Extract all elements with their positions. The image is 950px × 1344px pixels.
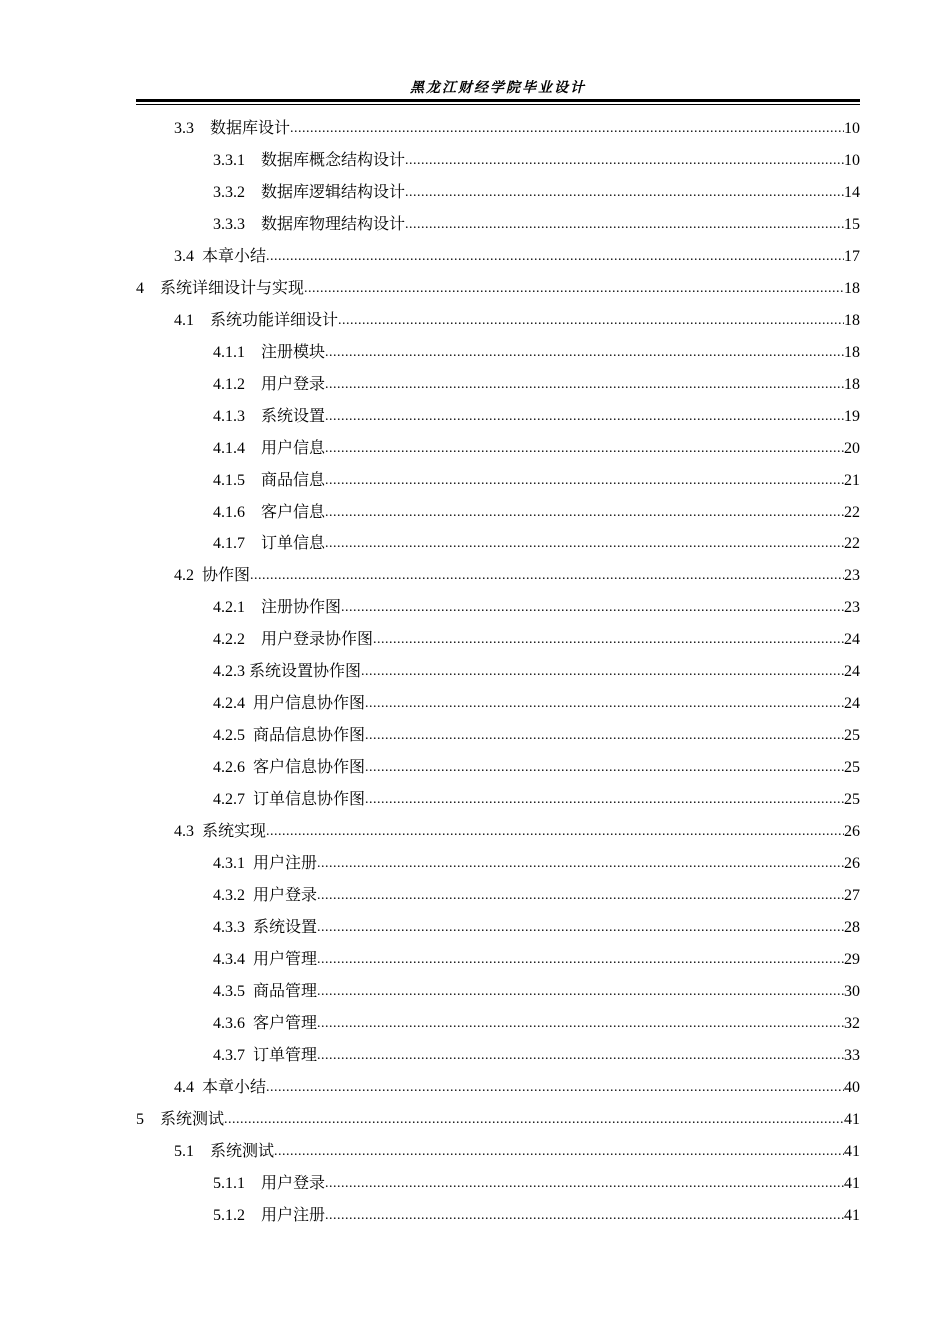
toc-entry[interactable] (213, 1202, 860, 1226)
toc-entry[interactable] (136, 1106, 860, 1130)
toc-dot-leader (250, 567, 844, 585)
toc-entry[interactable] (213, 435, 860, 459)
toc-entry-page: 26 (844, 855, 860, 873)
toc-entry[interactable] (213, 1010, 860, 1034)
header-rule-thin (136, 104, 860, 105)
toc-dot-leader (325, 1207, 844, 1225)
toc-entry-page: 32 (844, 1014, 860, 1032)
toc-entry[interactable] (213, 914, 860, 938)
toc-entry[interactable] (213, 786, 860, 810)
toc-entry[interactable] (174, 562, 860, 586)
header-rule-thick (136, 99, 860, 102)
toc-entry-page: 18 (844, 375, 860, 393)
toc-entry[interactable] (213, 339, 860, 363)
toc-entry-label: 5.1.2 用户注册 (213, 1206, 326, 1224)
toc-dot-leader (304, 280, 844, 298)
toc-entry[interactable] (213, 147, 860, 171)
toc-dot-leader (290, 120, 844, 138)
toc-entry-label: 4.4 本章小结 (174, 1078, 267, 1096)
toc-entry-label: 4.1.6 客户信息 (213, 503, 326, 521)
toc-dot-leader (317, 919, 844, 937)
toc-dot-leader (224, 1111, 844, 1129)
toc-entry[interactable] (213, 658, 860, 682)
toc-dot-leader (338, 312, 844, 330)
toc-entry-page: 18 (844, 343, 860, 361)
toc-entry-page: 40 (844, 1078, 860, 1096)
toc-entry-label: 4.3.5 商品管理 (213, 982, 318, 1000)
toc-dot-leader (266, 248, 844, 266)
toc-entry[interactable] (213, 1170, 860, 1194)
toc-dot-leader (405, 152, 844, 170)
toc-entry[interactable] (213, 690, 860, 714)
toc-entry[interactable] (213, 850, 860, 874)
toc-dot-leader (274, 1143, 844, 1161)
toc-dot-leader (405, 184, 844, 202)
toc-entry-page: 18 (844, 279, 860, 297)
toc-dot-leader (365, 759, 844, 777)
toc-dot-leader (317, 1047, 844, 1065)
toc-entry-label: 4.2.6 客户信息协作图 (213, 759, 366, 777)
toc-entry-label: 4.1.7 订单信息 (213, 535, 326, 553)
toc-entry[interactable] (213, 978, 860, 1002)
toc-dot-leader (325, 344, 844, 362)
toc-entry[interactable] (213, 882, 860, 906)
toc-entry-label: 4.1 系统功能详细设计 (174, 311, 339, 329)
toc-dot-leader (341, 599, 844, 617)
toc-dot-leader (325, 504, 844, 522)
toc-entry-page: 18 (844, 311, 860, 329)
toc-entry-page: 41 (844, 1110, 860, 1128)
toc-entry[interactable] (213, 1042, 860, 1066)
toc-dot-leader (405, 216, 844, 234)
toc-entry[interactable] (174, 818, 860, 842)
toc-entry[interactable] (174, 1138, 860, 1162)
toc-entry-page: 24 (844, 695, 860, 713)
toc-entry-page: 15 (844, 215, 860, 233)
toc-entry-page: 10 (844, 120, 860, 137)
toc-entry-label: 3.4 本章小结 (174, 247, 267, 265)
toc-entry-label: 5.1.1 用户登录 (213, 1174, 326, 1192)
toc-dot-leader (317, 1015, 844, 1033)
toc-entry-page: 25 (844, 727, 860, 745)
toc-entry[interactable] (213, 626, 860, 650)
toc-entry[interactable] (213, 722, 860, 746)
toc-entry-label: 4.1.5 商品信息 (213, 471, 326, 489)
toc-entry-label: 4.3.7 订单管理 (213, 1046, 318, 1064)
toc-entry-label: 5.1 系统测试 (174, 1142, 275, 1160)
toc-dot-leader (365, 695, 844, 713)
toc-entry[interactable] (213, 403, 860, 427)
toc-entry[interactable] (213, 530, 860, 554)
toc-entry-label: 4.2.7 订单信息协作图 (213, 791, 366, 809)
toc-entry[interactable] (213, 371, 860, 395)
toc-entry[interactable] (213, 594, 860, 618)
toc-entry-page: 23 (844, 599, 860, 617)
toc-entry-page: 41 (844, 1174, 860, 1192)
toc-entry-page: 27 (844, 887, 860, 905)
toc-entry[interactable] (213, 211, 860, 235)
toc-entry[interactable] (213, 754, 860, 778)
toc-dot-leader (365, 727, 844, 745)
toc-entry[interactable] (213, 946, 860, 970)
toc-dot-leader (325, 535, 844, 553)
toc-dot-leader (365, 791, 844, 809)
toc-entry-page: 24 (844, 631, 860, 649)
toc-entry-label: 3.3.1 数据库概念结构设计 (213, 151, 406, 169)
toc-entry-label: 4.3.4 用户管理 (213, 950, 318, 968)
toc-entry-label: 4.3.3 系统设置 (213, 919, 318, 936)
toc-dot-leader (317, 983, 844, 1001)
toc-entry-label: 4.3 系统实现 (174, 823, 267, 841)
toc-entry[interactable] (174, 115, 860, 139)
toc-entry[interactable] (136, 275, 860, 299)
toc-entry-page: 25 (844, 759, 860, 777)
toc-dot-leader (266, 823, 844, 841)
toc-entry-page: 26 (844, 823, 860, 841)
toc-entry-page: 21 (844, 471, 860, 489)
toc-entry-label: 4.3.6 客户管理 (213, 1014, 318, 1032)
toc-entry-label: 4.1.3 系统设置 (213, 407, 326, 425)
toc-dot-leader (373, 631, 844, 649)
toc-entry-page: 20 (844, 439, 860, 457)
toc-dot-leader (266, 1079, 844, 1097)
toc-entry-label: 5 系统测试 (136, 1110, 225, 1128)
toc-entry-label: 4 系统详细设计与实现 (136, 279, 305, 297)
toc-entry-label: 4.2.2 用户登录协作图 (213, 631, 374, 649)
toc-dot-leader (317, 887, 844, 905)
toc-entry[interactable] (174, 307, 860, 331)
toc-entry[interactable] (213, 179, 860, 203)
toc-entry-page: 22 (844, 503, 860, 521)
toc-entry-page: 30 (844, 982, 860, 1000)
toc-entry[interactable] (213, 467, 860, 491)
toc-entry-page: 25 (844, 791, 860, 809)
toc-entry-label: 4.3.1 用户注册 (213, 855, 318, 873)
toc-entry-page: 28 (844, 919, 860, 936)
toc-entry[interactable] (213, 499, 860, 523)
toc-entry-label: 3.3.2 数据库逻辑结构设计 (213, 183, 406, 201)
toc-dot-leader (361, 663, 844, 681)
toc-entry-page: 29 (844, 950, 860, 968)
toc-dot-leader (317, 951, 844, 969)
toc-entry-page: 41 (844, 1142, 860, 1160)
toc-dot-leader (325, 376, 844, 394)
toc-dot-leader (325, 408, 844, 426)
toc-entry-page: 33 (844, 1046, 860, 1064)
toc-entry-label: 3.3.3 数据库物理结构设计 (213, 215, 406, 233)
toc-entry-page: 24 (844, 663, 860, 681)
toc-entry-label: 4.2 协作图 (174, 567, 251, 585)
toc-entry-label: 4.1.2 用户登录 (213, 375, 326, 393)
toc-entry-page: 23 (844, 567, 860, 585)
toc-entry-page: 41 (844, 1206, 860, 1224)
toc-entry-label: 4.2.3 系统设置协作图 (213, 663, 362, 681)
toc-entry-label: 4.1.4 用户信息 (213, 439, 326, 457)
toc-dot-leader (317, 855, 844, 873)
toc-entry[interactable] (174, 243, 860, 267)
toc-entry-label: 4.2.5 商品信息协作图 (213, 727, 366, 745)
header-title: 黑龙江财经学院毕业设计 (410, 80, 586, 96)
toc-entry-label: 4.1.1 注册模块 (213, 343, 326, 361)
toc-entry-page: 10 (844, 151, 860, 169)
toc-entry-label: 4.2.4 用户信息协作图 (213, 695, 366, 713)
toc-entry-label: 4.3.2 用户登录 (213, 887, 318, 905)
toc-dot-leader (325, 1175, 844, 1193)
toc-entry-page: 17 (844, 247, 860, 265)
toc-entry-page: 19 (844, 407, 860, 425)
toc-entry-page: 22 (844, 535, 860, 553)
toc-entry[interactable] (174, 1074, 860, 1098)
toc-dot-leader (325, 472, 844, 490)
toc-dot-leader (325, 440, 844, 458)
toc-entry-page: 14 (844, 183, 860, 201)
toc-entry-label: 3.3 数据库设计 (174, 120, 291, 137)
toc-entry-label: 4.2.1 注册协作图 (213, 599, 342, 617)
